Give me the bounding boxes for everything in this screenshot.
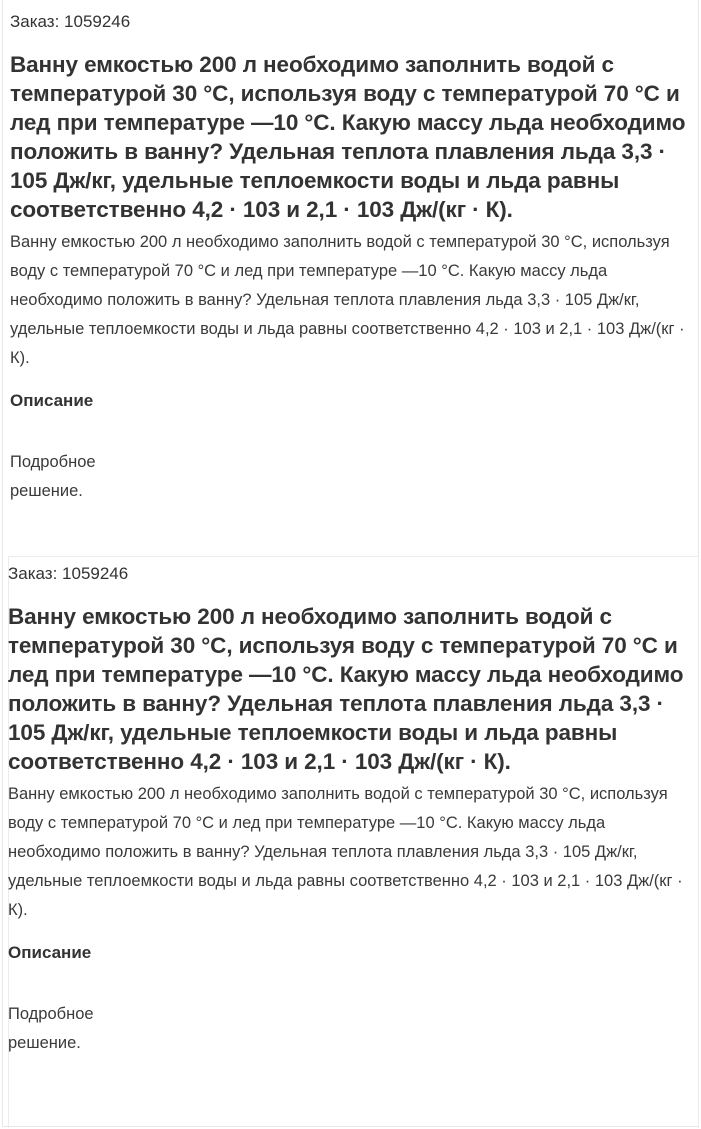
order-block <box>10 8 694 506</box>
description-heading: Описание <box>8 943 92 962</box>
task-title: Ванну емкостью 200 л необходимо заполнить водой с температурой 30 °С, используя воду с температурой 70 °С и лед при температуре —10 °С. Какую массу льда необходимо положить в ванну? Удельная теплота плавления льда 3,3 · 105 Дж/кг, удельные теплоемкости воды и льда равны соответственно 4,2 · 103 и 2,1 · 103 Дж/(кг · К). <box>8 604 684 774</box>
order-number: Заказ: 1059246 <box>10 12 131 31</box>
description-heading: Описание <box>10 391 94 410</box>
task-title: Ванну емкостью 200 л необходимо заполнить водой с температурой 30 °С, используя воду с температурой 70 °С и лед при температуре —10 °С. Какую массу льда необходимо положить в ванну? Удельная теплота плавления льда 3,3 · 105 Дж/кг, удельные теплоемкости воды и льда равны соответственно 4,2 · 103 и 2,1 · 103 Дж/(кг · К). <box>10 52 686 222</box>
description-text: Подробное решение. <box>8 1005 94 1052</box>
task-text: Ванну емкостью 200 л необходимо заполнить водой с температурой 30 °С, используя воду с температурой 70 °С и лед при температуре —10 °С. Какую массу льда необходимо положить в ванну? Удельная теплота плавления льда 3,3 · 105 Дж/кг, удельные теплоемкости воды и льда равны соответственно 4,2 · 103 и 2,1 · 103 Дж/(кг · К). <box>8 785 683 919</box>
task-text: Ванну емкостью 200 л необходимо заполнить водой с температурой 30 °С, используя воду с температурой 70 °С и лед при температуре —10 °С. Какую массу льда необходимо положить в ванну? Удельная теплота плавления льда 3,3 · 105 Дж/кг, удельные теплоемкости воды и льда равны соответственно 4,2 · 103 и 2,1 · 103 Дж/(кг · К). <box>10 233 685 367</box>
description-text: Подробное решение. <box>10 453 96 500</box>
order-number: Заказ: 1059246 <box>8 564 129 583</box>
order-block-nested <box>8 560 698 1058</box>
